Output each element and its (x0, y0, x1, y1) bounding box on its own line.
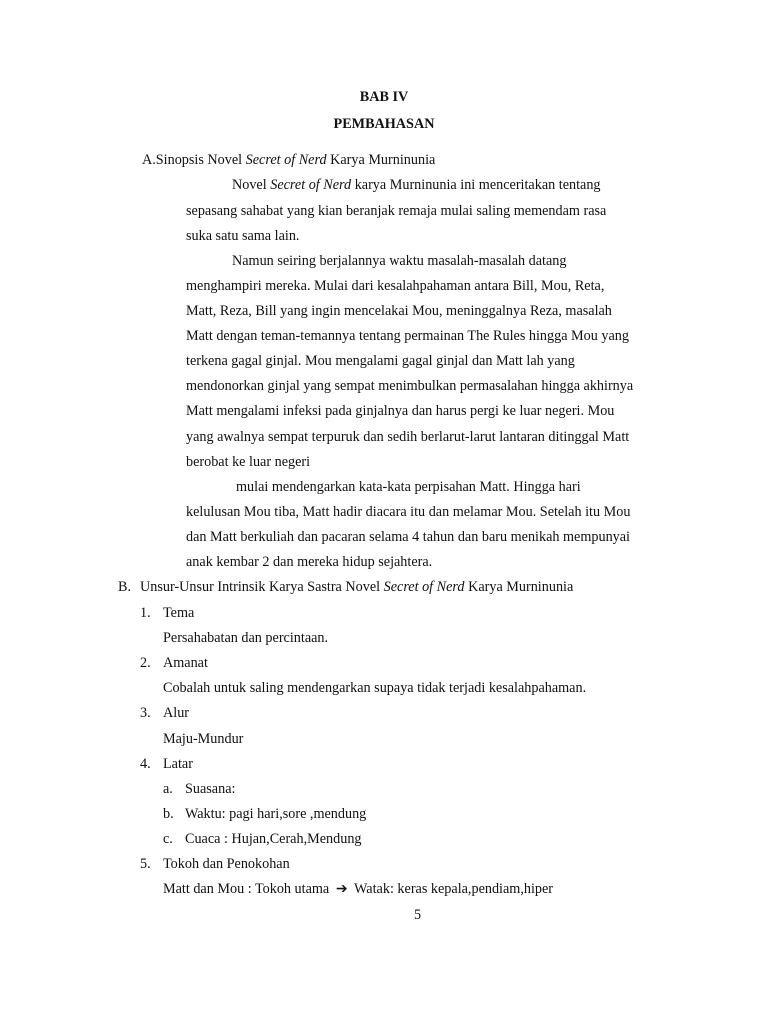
synopsis-paragraph-1-line-2: sepasang sahabat yang kian beranjak remaja mulai saling memendam rasa (186, 203, 607, 219)
synopsis-paragraph-2-line: berobat ke luar negeri (186, 454, 311, 470)
list-number: 5. (140, 856, 151, 872)
synopsis-paragraph-2-line: mendonorkan ginjal yang sempat menimbulkan permasalahan hingga akhirnya (186, 378, 634, 394)
synopsis-paragraph-2-line: Matt dengan teman-temannya tentang permainan The Rules hingga Mou yang (186, 328, 629, 344)
page-number: 5 (414, 907, 422, 923)
synopsis-paragraph-3-line: anak kembar 2 dan mereka hidup sejahtera. (186, 554, 433, 570)
synopsis-paragraph-2-line: Matt, Reza, Bill yang ingin mencelakai Mou, meninggalnya Reza, masalah (186, 303, 612, 319)
arrow-right-icon: ➔ (335, 881, 348, 897)
list-number: 4. (140, 756, 151, 772)
synopsis-paragraph-3-line: dan Matt berkuliah dan pacaran selama 4 tahun dan baru menikah mempunyai (186, 529, 630, 545)
list-item-body: Maju-Mundur (163, 731, 244, 747)
synopsis-paragraph-2-line: terkena gagal ginjal. Mou mengalami gagal ginjal dan Matt lah yang (186, 353, 575, 369)
sub-list-text: Cuaca : Hujan,Cerah,Mendung (185, 831, 362, 847)
list-number: 2. (140, 655, 151, 671)
chapter-heading: BAB IV (359, 89, 409, 105)
section-b-marker: B. (118, 579, 132, 595)
sub-list-letter: a. (163, 781, 173, 797)
synopsis-paragraph-3-line: mulai mendengarkan kata-kata perpisahan Matt. Hingga hari (236, 479, 581, 495)
character-line: Matt dan Mou : Tokoh utama ➔ Watak: keras kepala,pendiam,hiper (163, 881, 554, 897)
sub-list-text: Waktu: pagi hari,sore ,mendung (185, 806, 367, 822)
synopsis-paragraph-2-line: menghampiri mereka. Mulai dari kesalahpahaman antara Bill, Mou, Reta, (186, 278, 605, 294)
list-item-body: Persahabatan dan percintaan. (163, 630, 329, 646)
synopsis-paragraph-2-line: Matt mengalami infeksi pada ginjalnya dan harus pergi ke luar negeri. Mou (186, 403, 615, 419)
list-item-title: Alur (163, 705, 190, 721)
sub-list-letter: c. (163, 831, 173, 847)
sub-list-letter: b. (163, 806, 174, 822)
list-item-title: Tema (163, 605, 195, 621)
list-item-body: Cobalah untuk saling mendengarkan supaya tidak terjadi kesalahpahaman. (163, 680, 587, 696)
list-item-title: Latar (163, 756, 193, 772)
list-number: 3. (140, 705, 151, 721)
sub-list-text: Suasana: (185, 781, 236, 797)
synopsis-paragraph-2-line: Namun seiring berjalannya waktu masalah-masalah datang (232, 253, 567, 269)
synopsis-paragraph-2-line: yang awalnya sempat terpuruk dan sedih berlarut-larut lantaran ditinggal Matt (186, 429, 630, 445)
section-a-heading: A.Sinopsis Novel Secret of Nerd Karya Murninunia (142, 152, 436, 168)
list-item-title: Tokoh dan Penokohan (163, 856, 290, 872)
list-number: 1. (140, 605, 151, 621)
synopsis-paragraph-3-line: kelulusan Mou tiba, Matt hadir diacara itu dan melamar Mou. Setelah itu Mou (186, 504, 631, 520)
synopsis-paragraph-1-line-1: Novel Secret of Nerd karya Murninunia ini menceritakan tentang (232, 177, 601, 193)
synopsis-paragraph-1-line-3: suka satu sama lain. (186, 228, 300, 244)
list-item-title: Amanat (163, 655, 208, 671)
chapter-title: PEMBAHASAN (333, 116, 435, 132)
section-b-heading: Unsur-Unsur Intrinsik Karya Sastra Novel Secret of Nerd Karya Murninunia (140, 579, 574, 595)
